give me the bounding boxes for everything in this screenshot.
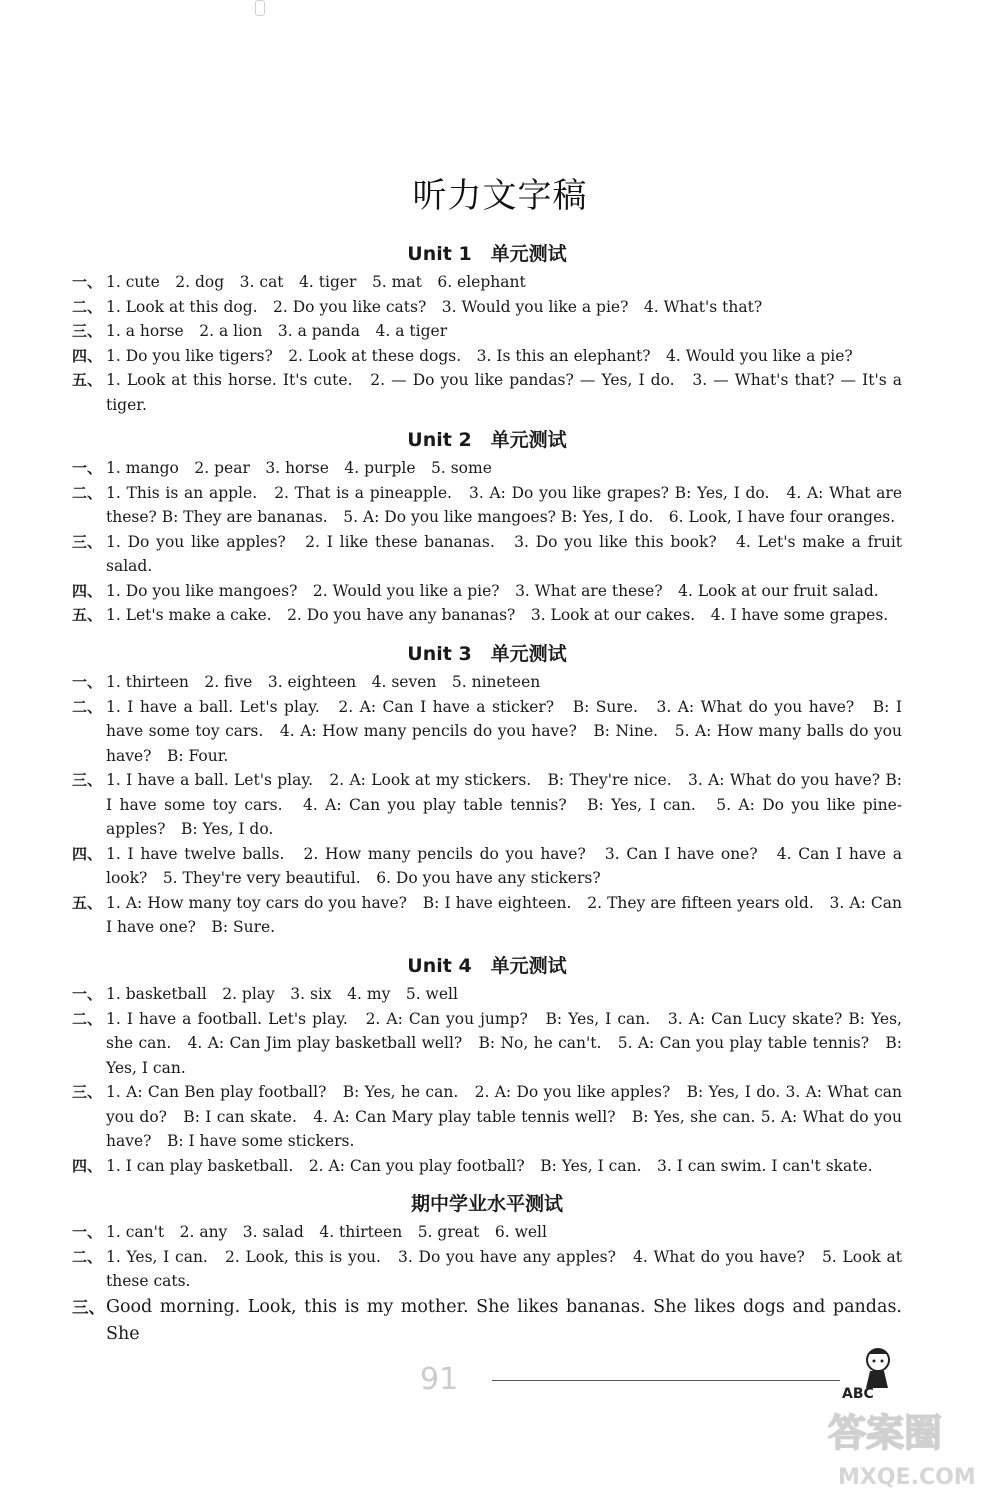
question-text: 1. Do you like mangoes? 2. Would you like a pie? 3. What are these? 4. Look at our fruit salad.	[106, 581, 879, 600]
question-number: 一、	[72, 459, 103, 477]
question-text: 1. Look at this horse. It's cute. 2. — Do you like pandas? — Yes, I do. 3. — What's that? — It's a tiger.	[106, 371, 902, 414]
question-text: 1. I have a football. Let's play. 2. A: Can you jump? B: Yes, I can. 3. A: Can Lucy skate? B: Yes, she can. 4. A: Can Jim play basketball well? B: No, he can't. 5. A: Can you play table tennis? B: Yes, I can.	[106, 1009, 902, 1077]
question-number: 一、	[72, 1223, 103, 1241]
question-line	[72, 344, 902, 369]
question-line	[72, 368, 902, 417]
question-line	[72, 481, 902, 530]
question-text: 1. A: Can Ben play football? B: Yes, he can. 2. A: Do you like apples? B: Yes, I do. 3. A: What can you do? B: I can skate. 4. A: Can Mary play table tennis well? B: Yes, she can. 5. A: What do you have? B: I have some stickers.	[106, 1083, 902, 1150]
question-text: 1. cute 2. dog 3. cat 4. tiger 5. mat 6. elephant	[106, 273, 526, 291]
scan-mark	[255, 0, 265, 16]
question-text: 1. Do you like tigers? 2. Look at these dogs. 3. Is this an elephant? 4. Would you like a pie?	[106, 346, 853, 365]
question-text: 1. I have a ball. Let's play. 2. A: Can I have a sticker? B: Sure. 3. A: What do you have? B: I have some toy cars. 4. A: How many pencils do you have? B: Nine. 5. A: How many balls do you have? B: Four.	[106, 697, 902, 765]
question-line	[72, 1080, 902, 1154]
question-number: 五、	[72, 371, 103, 389]
question-number: 二、	[72, 1009, 103, 1028]
section-unit-3	[72, 638, 902, 940]
question-line	[72, 670, 902, 695]
page-number: 91	[420, 1362, 459, 1397]
question-number: 四、	[72, 346, 103, 365]
watermark-text: 答案圈	[828, 1411, 943, 1455]
section-unit-1	[72, 238, 902, 417]
question-number: 三、	[72, 1083, 103, 1101]
question-line	[72, 1245, 902, 1294]
question-text: 1. This is an apple. 2. That is a pineapple. 3. A: Do you like grapes? B: Yes, I do. 4. A: What are these? B: They are bananas. 5. A: Do you like mangoes? B: Yes, I do. 6. Look, I have four oranges.	[106, 483, 902, 526]
question-line	[72, 456, 902, 481]
question-line	[72, 319, 902, 344]
question-number: 二、	[72, 483, 103, 502]
question-text: Good morning. Look, this is my mother. She likes bananas. She likes dogs and pandas. She	[106, 1296, 902, 1344]
question-text: 1. basketball 2. play 3. six 4. my 5. well	[106, 985, 458, 1003]
question-text: 1. Look at this dog. 2. Do you like cats? 3. Would you like a pie? 4. What's that?	[106, 297, 763, 316]
question-line	[72, 842, 902, 891]
question-text: 1. a horse 2. a lion 3. a panda 4. a tiger	[106, 322, 448, 340]
question-text: 1. mango 2. pear 3. horse 4. purple 5. some	[106, 459, 492, 477]
question-text: 1. I have a ball. Let's play. 2. A: Look at my stickers. B: They're nice. 3. A: What do you have? B: I have some toy cars. 4. A: Can you play table tennis? B: Yes, I can. 5. A: Do you like pine-apples? B: Yes, I do.	[106, 771, 902, 838]
question-line	[72, 982, 902, 1007]
section-unit-2	[72, 424, 902, 628]
question-line	[72, 1220, 902, 1245]
question-number: 一、	[72, 673, 103, 691]
question-line	[72, 1154, 902, 1179]
mascot-letters: ABC	[842, 1386, 874, 1402]
question-line	[72, 1007, 902, 1081]
question-number: 四、	[72, 581, 103, 600]
question-line	[72, 603, 902, 628]
question-text: 1. can't 2. any 3. salad 4. thirteen 5. great 6. well	[106, 1223, 547, 1241]
question-line	[72, 295, 902, 320]
question-text: 1. Do you like apples? 2. I like these bananas. 3. Do you like this book? 4. Let's make a fruit salad.	[106, 532, 902, 575]
question-line	[72, 579, 902, 604]
question-number: 五、	[72, 606, 103, 624]
question-number: 四、	[72, 1156, 103, 1175]
question-text: 1. thirteen 2. five 3. eighteen 4. seven 5. nineteen	[106, 673, 541, 691]
question-number: 一、	[72, 273, 103, 291]
question-number: 五、	[72, 893, 103, 912]
question-number: 一、	[72, 985, 103, 1003]
question-line	[72, 530, 902, 579]
section-heading: Unit 4 单元测试	[407, 955, 567, 977]
question-number: 三、	[72, 1297, 105, 1317]
section-midterm	[72, 1188, 902, 1348]
section-heading: Unit 1 单元测试	[407, 243, 567, 265]
footer-rule	[492, 1380, 840, 1381]
question-number: 三、	[72, 532, 103, 551]
question-line	[72, 891, 902, 940]
question-number: 四、	[72, 844, 103, 863]
question-number: 三、	[72, 771, 103, 789]
question-text: 1. I have twelve balls. 2. How many pencils do you have? 3. Can I have one? 4. Can I have a look? 5. They're very beautiful. 6. Do you have any stickers?	[106, 844, 902, 887]
watermark-url: MXQE.COM	[838, 1465, 976, 1490]
section-unit-4	[72, 950, 902, 1178]
question-text: 1. Let's make a cake. 2. Do you have any bananas? 3. Look at our cakes. 4. I have some grapes.	[106, 606, 889, 624]
question-text: 1. Yes, I can. 2. Look, this is you. 3. Do you have any apples? 4. What do you have? 5. Look at these cats.	[106, 1247, 902, 1290]
question-text: 1. I can play basketball. 2. A: Can you play football? B: Yes, I can. 3. I can swim. I can't skate.	[106, 1156, 873, 1175]
watermark	[818, 1400, 998, 1494]
question-number: 二、	[72, 697, 103, 716]
question-text: 1. A: How many toy cars do you have? B: I have eighteen. 2. They are fifteen years old. 3. A: Can I have one? B: Sure.	[106, 893, 902, 936]
question-line	[72, 270, 902, 295]
question-number: 二、	[72, 1247, 103, 1266]
section-heading: Unit 3 单元测试	[407, 643, 567, 665]
question-line	[72, 1294, 902, 1348]
page-title: 听力文字稿	[412, 176, 588, 216]
section-heading: Unit 2 单元测试	[407, 429, 567, 451]
question-line	[72, 695, 902, 769]
section-heading: 期中学业水平测试	[410, 1193, 563, 1215]
mascot-icon	[838, 1344, 908, 1404]
question-line	[72, 768, 902, 842]
question-number: 三、	[72, 322, 103, 340]
question-number: 二、	[72, 297, 103, 316]
